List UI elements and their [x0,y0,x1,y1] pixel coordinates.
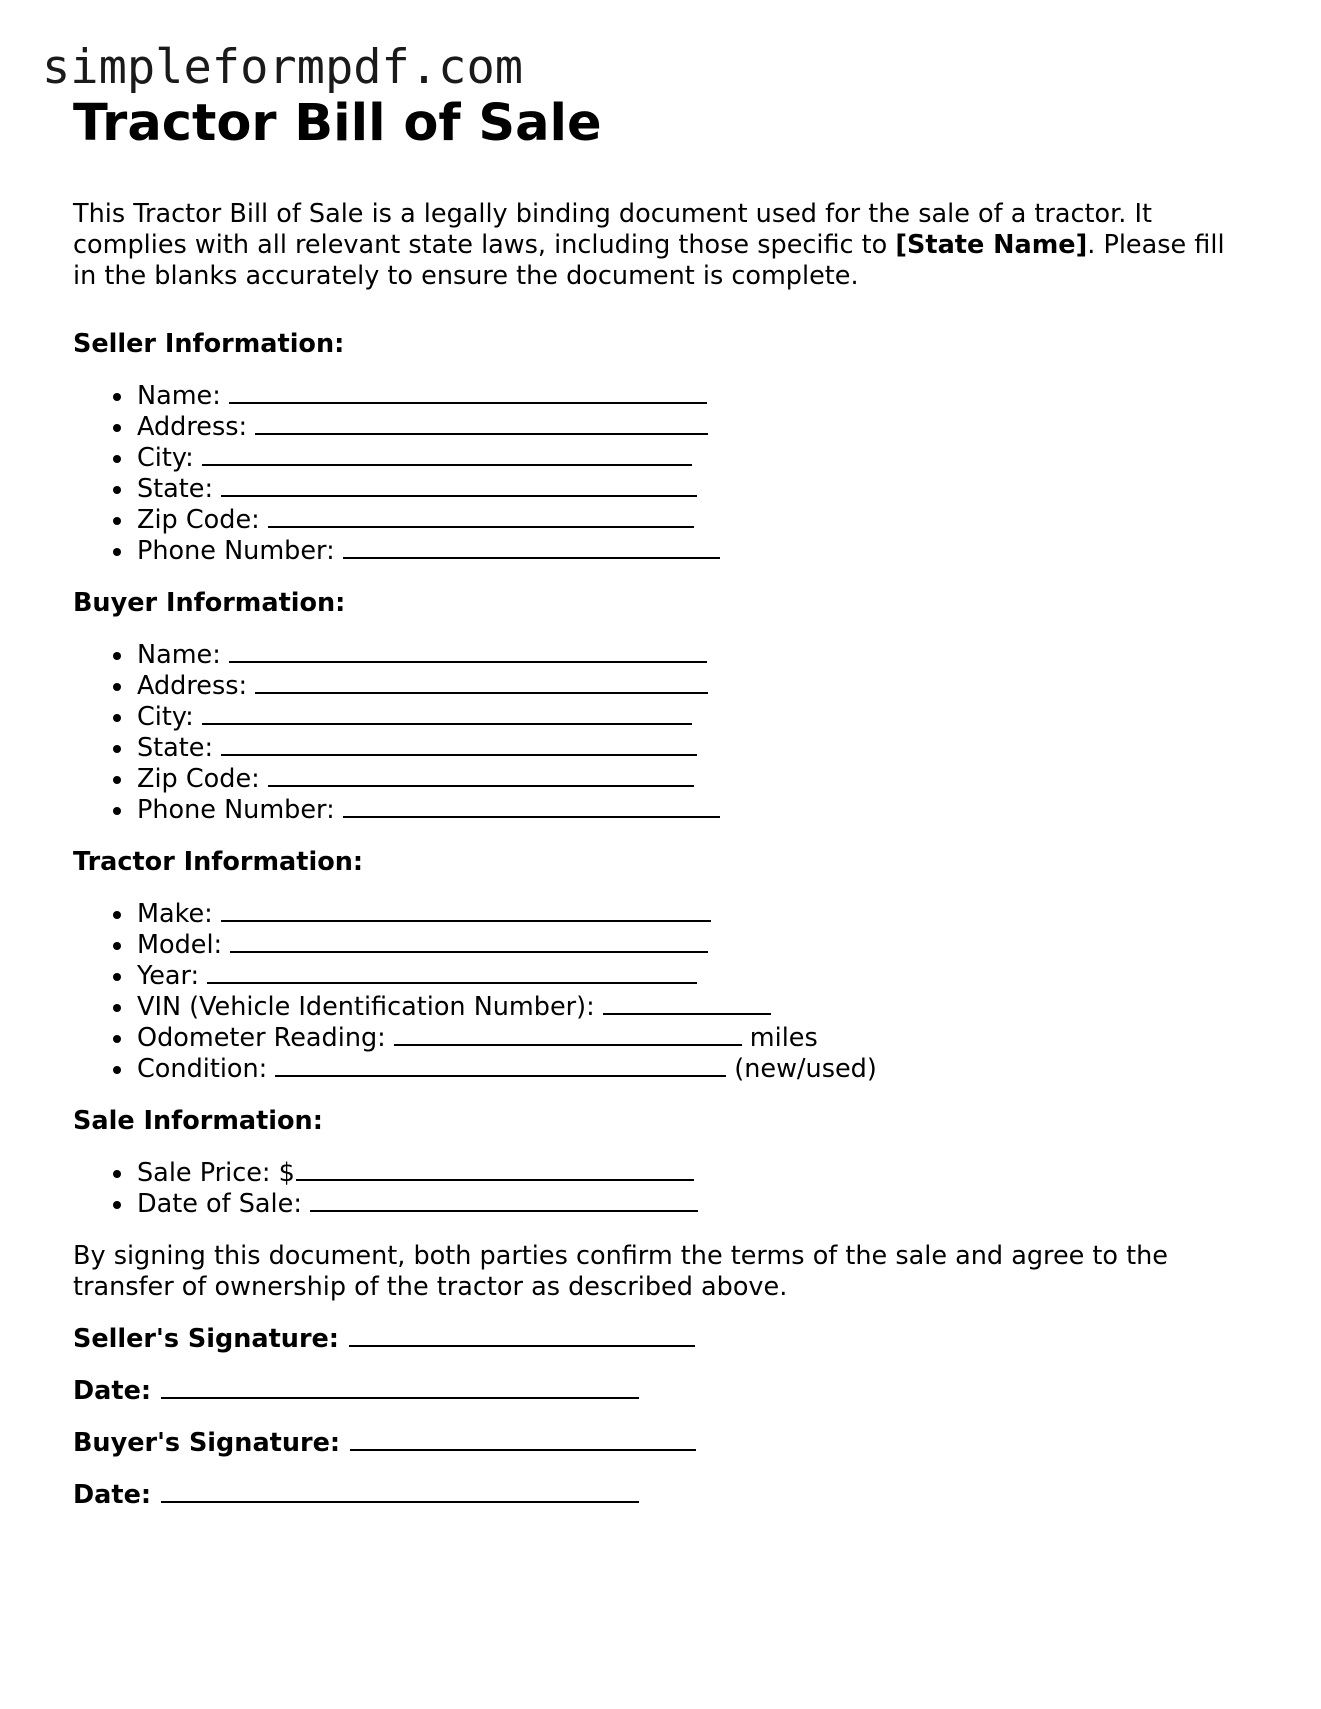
site-watermark: simpleformpdf.com [42,40,524,95]
tractor-year-field[interactable] [137,961,1253,992]
seller-state-label: State: [137,474,214,504]
sale-price-label: Sale Price: $ [137,1158,295,1188]
tractor-vin-label: VIN (Vehicle Identification Number): [137,992,595,1022]
intro-text-start: This Tractor Bill of Sale is a legally binding document used for the sale of a tractor. It complies with all relevant state laws, including those specific to [73,199,1153,260]
tractor-make-blank[interactable] [221,919,711,922]
buyer-section-heading: Buyer Information: [73,588,346,618]
sale-price-blank[interactable] [296,1178,694,1181]
buyer-address-label: Address: [137,671,248,701]
tractor-fields-list [73,899,1253,1085]
seller-address-blank[interactable] [255,432,708,435]
seller-fields-list [73,381,1253,567]
seller-signature-blank[interactable] [349,1344,695,1347]
seller-signature-label: Seller's Signature: [73,1324,340,1354]
buyer-name-field[interactable] [137,640,1253,671]
seller-address-field[interactable] [137,412,1253,443]
seller-city-label: City: [137,443,194,473]
tractor-vin-field[interactable] [137,992,1253,1023]
buyer-state-label: State: [137,733,214,763]
buyer-phone-label: Phone Number: [137,795,335,825]
seller-zip-field[interactable] [137,505,1253,536]
sale-section-heading: Sale Information: [73,1106,323,1136]
state-name-placeholder: [State Name] [895,230,1088,260]
sale-date-blank[interactable] [310,1209,698,1212]
buyer-phone-blank[interactable] [343,815,720,818]
document-title: Tractor Bill of Sale [73,94,602,153]
buyer-state-field[interactable] [137,733,1253,764]
seller-name-label: Name: [137,381,221,411]
sale-date-label: Date of Sale: [137,1189,302,1219]
seller-date-label: Date: [73,1376,152,1406]
tractor-condition-label: Condition: [137,1054,268,1084]
seller-zip-label: Zip Code: [137,505,260,535]
intro-text-end: . Please fill in the blanks accurately to ensure the document is complete. [73,230,1225,291]
seller-city-field[interactable] [137,443,1253,474]
buyer-name-label: Name: [137,640,221,670]
buyer-name-blank[interactable] [229,660,707,663]
tractor-make-label: Make: [137,899,213,929]
buyer-zip-blank[interactable] [268,784,694,787]
sale-fields-list [73,1158,1253,1220]
document-body [73,92,1253,1511]
agreement-paragraph: By signing this document, both parties confirm the terms of the sale and agree to the transfer of ownership of the tractor as described above. [73,1241,1168,1302]
buyer-address-blank[interactable] [255,691,708,694]
seller-zip-blank[interactable] [268,525,694,528]
buyer-signature-field[interactable] [73,1428,1253,1459]
tractor-model-blank[interactable] [230,950,708,953]
seller-date-field[interactable] [73,1376,1253,1407]
buyer-address-field[interactable] [137,671,1253,702]
seller-date-blank[interactable] [161,1396,639,1399]
tractor-condition-field[interactable] [137,1054,1253,1085]
buyer-zip-label: Zip Code: [137,764,260,794]
buyer-city-label: City: [137,702,194,732]
seller-phone-label: Phone Number: [137,536,335,566]
tractor-make-field[interactable] [137,899,1253,930]
seller-section-heading: Seller Information: [73,329,345,359]
tractor-odometer-label: Odometer Reading: [137,1023,386,1053]
condition-hint: (new/used) [734,1054,877,1084]
seller-phone-blank[interactable] [343,556,720,559]
odometer-unit: miles [749,1023,818,1053]
buyer-signature-label: Buyer's Signature: [73,1428,341,1458]
buyer-date-blank[interactable] [161,1500,639,1503]
buyer-zip-field[interactable] [137,764,1253,795]
tractor-model-field[interactable] [137,930,1253,961]
buyer-date-label: Date: [73,1480,152,1510]
buyer-date-field[interactable] [73,1480,1253,1511]
tractor-odometer-blank[interactable] [394,1043,742,1046]
tractor-condition-blank[interactable] [275,1074,726,1077]
seller-city-blank[interactable] [202,463,692,466]
sale-date-field[interactable] [137,1189,1253,1220]
buyer-city-field[interactable] [137,702,1253,733]
tractor-year-blank[interactable] [207,981,697,984]
seller-state-blank[interactable] [221,494,697,497]
seller-name-field[interactable] [137,381,1253,412]
tractor-odometer-field[interactable] [137,1023,1253,1054]
buyer-city-blank[interactable] [202,722,692,725]
seller-name-blank[interactable] [229,401,707,404]
seller-signature-field[interactable] [73,1324,1253,1355]
seller-phone-field[interactable] [137,536,1253,567]
buyer-fields-list [73,640,1253,826]
buyer-state-blank[interactable] [221,753,697,756]
sale-price-field[interactable] [137,1158,1253,1189]
tractor-model-label: Model: [137,930,223,960]
tractor-vin-blank[interactable] [603,1012,771,1015]
tractor-section-heading: Tractor Information: [73,847,364,877]
seller-state-field[interactable] [137,474,1253,505]
tractor-year-label: Year: [137,961,200,991]
buyer-phone-field[interactable] [137,795,1253,826]
buyer-signature-blank[interactable] [350,1448,696,1451]
seller-address-label: Address: [137,412,248,442]
intro-paragraph [73,199,1253,292]
